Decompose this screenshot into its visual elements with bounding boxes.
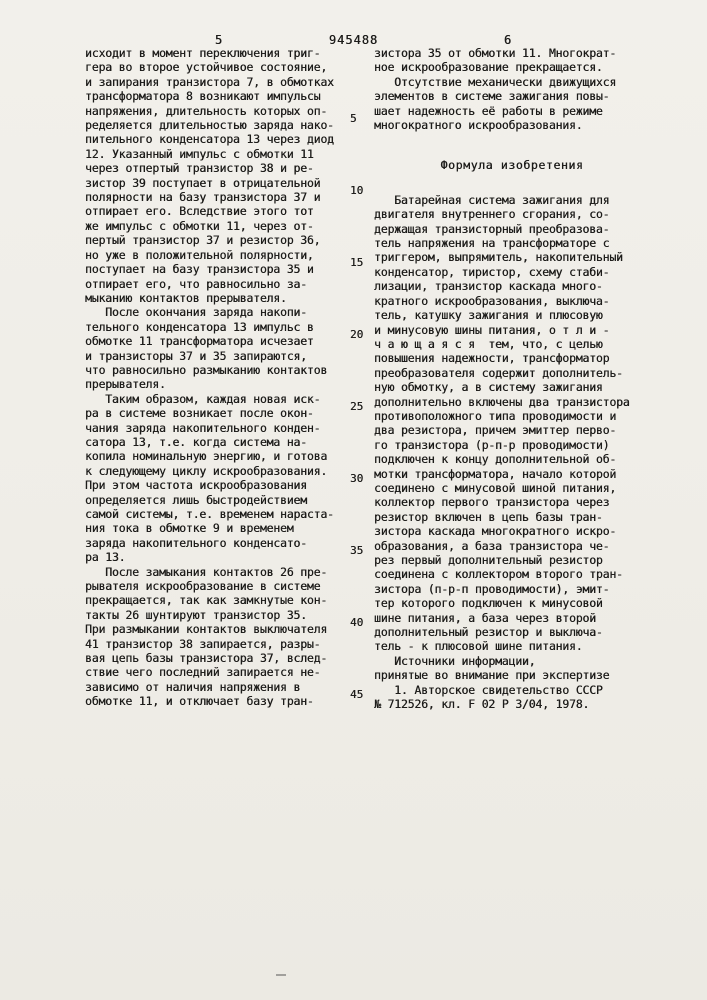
right-column-claims-text: Батарейная система зажигания для двигателя внутреннего сгорания, со- держащая транзисторный преобразова- тель напряжения на трансформаторе с триггером, выпрямитель, накопительный конденсатор, тиристор, схему стаби- лизации, транзистор каскада много- кратного искрообразования, выключа- тель, катушку зажигания и плюсовую и минусовую шины питания, о т л и - ч а ю щ а я с я тем, что, с целью повышения надежности, трансформатор преобразователя содержит дополнитель- ную обмотку, а в систему зажигания дополнительно включены два транзистора противоположного типа проводимости и два резистора, причем эмиттер перво- го транзистора (р-п-р проводимости) подключен к концу дополнительной об- мотки трансформатора, начало которой соединено с минусовой шиной питания, коллектор первого транзистора через резистор включен в цепь базы тран- зистора каскада многократного искро- образования, а база транзистора че- рез первый дополнительный резистор соединена с коллектором второго тран- зистора (п-р-п проводимости), эмит- тер которого подключен к минусовой шине питания, а база через второй дополнительный резистор и выключа- тель - к плюсовой шине питания. Источники информации, принятые во внимание при экспертизе 1. Авторское свидетельство СССР № 712526, кл. F 02 P 3/04, 1978. — [374, 192, 630, 712]
left-column-text: исходит в момент переключения триг- гера во второе устойчивое состояние, и запирания транзистора 7, в обмотках трансформатора 8 возникают импульсы напряжения, длительность которых оп- ределяется длительностью заряда нако- пительного конденсатора 13 через диод 12. Указанный импульс с обмотки 11 через отпертый транзистор 38 и ре- зистор 39 поступает в отрицательной полярности на базу транзистора 37 и отпирает его. Вследствие этого тот же импульс с обмотки 11, через от- пертый транзистор 37 и резистор 36, но уже в положительной полярности, поступает на базу транзистора 35 и отпирает его, что равносильно за- мыканию контактов прерывателя. После окончания заряда накопи- тельного конденсатора 13 импульс в обмотке 11 трансформатора исчезает и транзисторы 37 и 35 запираются, что равносильно размыканию контактов прерывателя. Таким образом, каждая новая иск- ра в системе возникает после окон- чания заряда накопительного конден- сатора 13, т.е. когда система на- копила номинальную энергию, и готова к следующему циклу искрообразования. При этом частота искрообразования определяется лишь быстродействием самой системы, т.е. временем нараста- ния тока в обмотке 9 и временем заряда накопительного конденсато- ра 13. После замыкания контактов 26 пре- рывателя искрообразование в системе прекращается, так как замкнутые кон- такты 26 шунтируют транзистор 35. При размыкании контактов выключателя 41 транзистор 38 запирается, разры- вая цепь базы транзистора 37, вслед- ствие чего последний запирается не- зависимо от наличия напряжения в обмотке 11, и отключает базу тран- — [85, 46, 334, 709]
gutter-line-number: 45 — [350, 688, 364, 701]
right-text-column — [374, 46, 650, 711]
left-text-column — [85, 46, 361, 709]
gutter-line-number: 25 — [350, 400, 364, 413]
scan-artifact — [276, 974, 286, 976]
gutter-line-number: 35 — [350, 544, 364, 557]
page-number-left: 5 — [214, 33, 223, 47]
gutter-line-number: 40 — [350, 616, 364, 629]
line-number-gutter — [350, 112, 372, 760]
gutter-line-number: 5 — [350, 112, 357, 125]
gutter-line-number: 10 — [350, 184, 364, 197]
patent-number: 945488 — [328, 33, 379, 47]
gutter-line-number: 30 — [350, 472, 364, 485]
right-column-intro-text: зистора 35 от обмотки 11. Многократ- ное искрообразование прекращается. Отсутствие механически движущихся элементов в системе зажигания повы- шает надежность её работы в режиме многократного искрообразования. — [374, 46, 617, 133]
gutter-line-number: 15 — [350, 256, 364, 269]
formula-heading: Формула изобретения — [440, 158, 584, 173]
page-number-right: 6 — [503, 33, 512, 47]
gutter-line-number: 20 — [350, 328, 364, 341]
